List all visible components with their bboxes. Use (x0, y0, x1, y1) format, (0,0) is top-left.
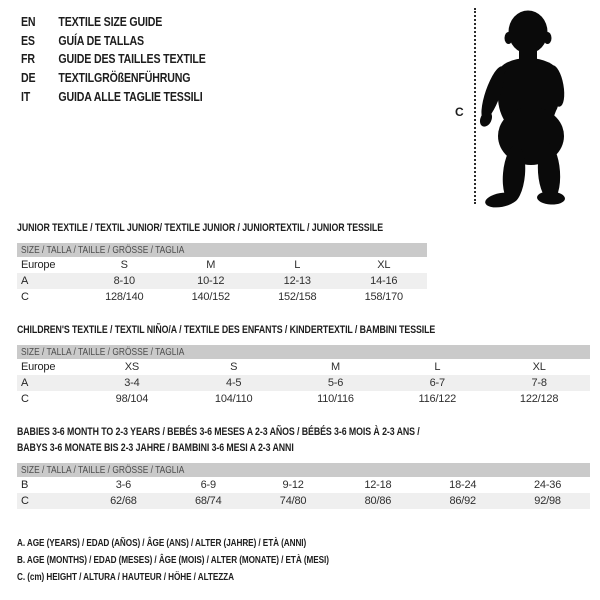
size-cell: 9-12 (282, 479, 304, 491)
junior-size-table (17, 257, 427, 305)
size-cell: 140/152 (191, 291, 230, 303)
section-babies (17, 424, 590, 509)
table-row (17, 359, 590, 375)
size-cell: 86/92 (449, 495, 476, 507)
row-label: A (21, 377, 29, 389)
row-label: C (21, 291, 29, 303)
language-row (21, 32, 206, 51)
language-code: IT (21, 89, 31, 104)
size-cell: 110/116 (317, 393, 354, 405)
size-cell: 92/98 (534, 495, 561, 507)
footnotes (17, 535, 417, 586)
language-row (21, 13, 206, 32)
row-label: A (21, 275, 29, 287)
section-title (17, 322, 475, 338)
size-cell: S (120, 259, 128, 271)
table-row (17, 391, 590, 407)
section-title-line: CHILDREN'S TEXTILE / TEXTIL NIÑO/A / TEXTILE DES ENFANTS / KINDERTEXTIL / BAMBINI TESSILE (17, 324, 436, 336)
height-measure-dotted-line (474, 8, 476, 204)
language-list (21, 13, 238, 107)
size-cell: 3-4 (124, 377, 140, 389)
size-cell: 4-5 (226, 377, 242, 389)
size-cell: S (230, 361, 238, 373)
size-cell: 98/104 (115, 393, 149, 405)
size-cell: 3-6 (115, 479, 132, 491)
size-cell: 12-13 (283, 275, 311, 287)
size-cell: XL (532, 361, 546, 373)
language-title: GUIDE DES TAILLES TEXTILE (58, 52, 206, 67)
section-title-line: JUNIOR TEXTILE / TEXTIL JUNIOR/ TEXTILE JUNIOR / JUNIORTEXTIL / JUNIOR TESSILE (17, 222, 384, 234)
size-cell: 6-9 (200, 479, 216, 491)
table-header-bar (17, 345, 590, 359)
table-header-bar (17, 463, 590, 477)
size-cell: 62/68 (110, 495, 137, 507)
language-row (21, 69, 206, 88)
size-cell: 116/122 (418, 393, 457, 405)
size-cell: 7-8 (531, 377, 547, 389)
row-label: C (21, 393, 29, 405)
table-row (17, 273, 427, 289)
table-row (17, 289, 427, 305)
children-size-table (17, 359, 590, 407)
size-cell: 8-10 (113, 275, 135, 287)
size-cell: 152/158 (278, 291, 317, 303)
size-cell: M (331, 361, 340, 373)
language-code: EN (21, 15, 36, 29)
table-header-bar (17, 243, 427, 257)
section-title-line: BABIES 3-6 MONTH TO 2-3 YEARS / BEBÉS 3-6 MESES A 2-3 AÑOS / BÉBÉS 3-6 MOIS À 2-3 ANS / (17, 426, 420, 438)
language-code: ES (21, 33, 35, 48)
size-cell: L (294, 259, 301, 271)
row-label: Europe (21, 361, 56, 373)
footnote: A. AGE (YEARS) / EDAD (AÑOS) / ÂGE (ANS) / ALTER (JAHRE) / ETÀ (ANNI) (17, 537, 307, 549)
footnote: C. (cm) HEIGHT / ALTURA / HAUTEUR / HÖHE / ALTEZZA (17, 571, 234, 583)
row-label: C (21, 495, 29, 507)
size-cell: 122/128 (519, 393, 559, 405)
size-cell: 68/74 (194, 495, 222, 507)
size-cell: 10-12 (197, 275, 225, 287)
size-cell: 128/140 (105, 291, 144, 303)
section-title-line: BABYS 3-6 MONATE BIS 2-3 JAHRE / BAMBINI 3-6 MESI A 2-3 ANNI (17, 442, 294, 454)
babies-size-table (17, 477, 590, 509)
section-title (17, 424, 475, 456)
size-cell: 80/86 (364, 495, 392, 507)
size-cell: 18-24 (449, 479, 477, 491)
size-cell: 104/110 (214, 393, 253, 405)
size-cell: 24-36 (534, 479, 562, 491)
table-header-label: SIZE / TALLA / TAILLE / GRÖSSE / TAGLIA (21, 346, 185, 358)
table-row (17, 375, 590, 391)
section-junior (17, 220, 427, 305)
footnote: B. AGE (MONTHS) / EDAD (MESES) / ÂGE (MOIS) / ALTER (MONATE) / ETÀ (MESI) (17, 554, 329, 566)
language-title: GUIDA ALLE TAGLIE TESSILI (58, 89, 203, 104)
size-cell: L (434, 361, 441, 373)
table-header-label: SIZE / TALLA / TAILLE / GRÖSSE / TAGLIA (21, 244, 185, 256)
row-label: B (21, 479, 29, 491)
size-cell: 158/170 (364, 291, 403, 303)
language-title: TEXTILE SIZE GUIDE (58, 15, 163, 29)
language-title: TEXTILGRÖßENFÜHRUNG (58, 71, 191, 86)
language-code: DE (21, 71, 36, 86)
size-cell: XS (124, 361, 140, 373)
size-cell: 6-7 (429, 377, 445, 389)
toddler-silhouette-icon (478, 2, 596, 210)
language-code: FR (21, 52, 35, 67)
language-row (21, 88, 206, 107)
size-cell: XL (377, 259, 391, 271)
size-cell: M (206, 259, 216, 271)
table-header-label: SIZE / TALLA / TAILLE / GRÖSSE / TAGLIA (21, 464, 185, 476)
language-row (21, 50, 206, 69)
language-title: GUÍA DE TALLAS (58, 33, 144, 48)
height-measure-label: C (455, 105, 464, 119)
section-children (17, 322, 590, 407)
section-title (17, 220, 384, 236)
size-cell: 5-6 (327, 377, 344, 389)
table-row (17, 493, 590, 509)
row-label: Europe (21, 259, 56, 271)
size-cell: 74/80 (279, 495, 307, 507)
size-cell: 14-16 (370, 275, 398, 287)
table-row (17, 257, 427, 273)
table-row (17, 477, 590, 493)
size-cell: 12-18 (364, 479, 392, 491)
